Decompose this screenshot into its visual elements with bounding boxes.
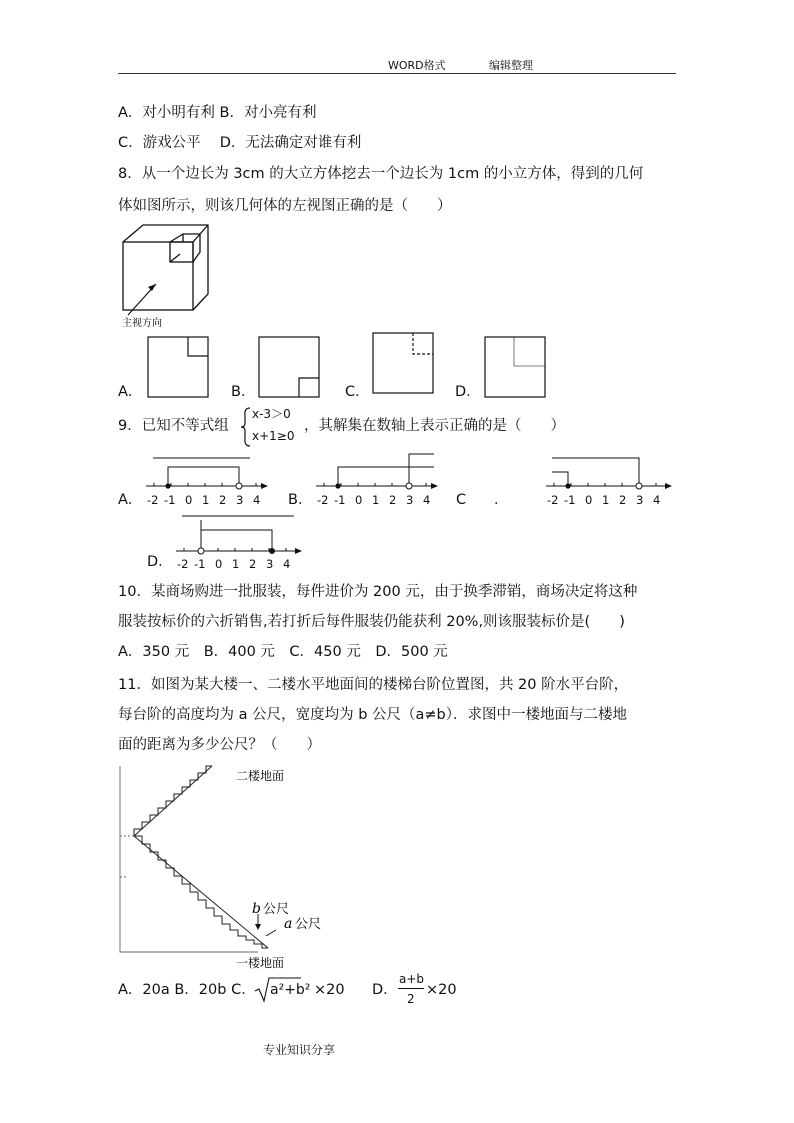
header-left: WORD格式 <box>388 59 446 72</box>
q8-option-d: D． <box>455 384 481 400</box>
tick-label: 4 <box>283 557 291 571</box>
q8-option-b: B． <box>231 384 256 400</box>
header-right: 编辑整理 <box>489 59 533 72</box>
tick-label: 2 <box>619 493 627 507</box>
q9-numberline-a <box>142 455 272 510</box>
q9-numberline-b <box>312 452 442 510</box>
tick-label: -2 <box>147 493 159 507</box>
q11-fraction-bar <box>398 988 424 989</box>
tick-label: 3 <box>406 493 414 507</box>
q11-options-ab: A．20a B．20b C． <box>118 982 256 998</box>
q9-option-d: D． <box>147 554 173 570</box>
q8-option-a-figure <box>147 336 211 400</box>
q9-option-c-dot: ． <box>494 492 509 508</box>
tick-label: 3 <box>236 493 244 507</box>
q9-inequality-2: x+1≥0 <box>252 429 295 443</box>
tick-label: 1 <box>232 557 240 571</box>
figure-frame <box>120 766 258 952</box>
q11-stem-line3: 面的距离为多少公尺？（ ） <box>118 737 321 753</box>
q11-sqrt-expression: a²+b² <box>270 982 311 998</box>
q11-option-d-times: ×20 <box>426 982 457 998</box>
q9-inequality-1: x-3＞0 <box>252 407 291 421</box>
label-second-floor: 二楼地面 <box>236 769 285 783</box>
q11-fraction-denominator: 2 <box>407 992 415 1006</box>
q11-stem-line2: 每台阶的高度均为 a 公尺，宽度均为 b 公尺（a≠b）．求图中一楼地面与二楼地 <box>118 707 628 723</box>
label-first-floor: 一楼地面 <box>236 956 285 970</box>
q10-stem-line2: 服装按标价的六折销售,若打折后每件服装仍能获利 20%,则该服装标价是( ) <box>118 614 625 630</box>
lower-stringer <box>134 836 268 948</box>
q7-options-line2: C．游戏公平 D．无法确定对谁有利 <box>118 135 362 151</box>
q9-numberline-c <box>542 455 677 510</box>
q9-option-c: C <box>456 492 467 508</box>
q11-option-c-times: ×20 <box>314 982 345 998</box>
tick-label: 0 <box>585 493 593 507</box>
label-b: b <box>252 901 261 917</box>
label-b-unit: 公尺 <box>263 902 290 917</box>
tick-label: -1 <box>564 493 576 507</box>
q9-brace <box>240 406 252 448</box>
q9-stem-suffix: ，其解集在数轴上表示正确的是（ ） <box>304 418 565 434</box>
tick-label: 0 <box>215 557 223 571</box>
q11-stem-line1: 11．如图为某大楼一、二楼水平地面间的楼梯台阶位置图，共 20 阶水平台阶， <box>118 677 629 693</box>
tick-label: 4 <box>653 493 661 507</box>
header-rule <box>118 73 676 74</box>
tick-label: -1 <box>164 493 176 507</box>
q8-option-a: A． <box>118 384 143 400</box>
tick-label: 3 <box>636 493 644 507</box>
q8-stem-line1: 8．从一个边长为 3cm 的大立方体挖去一个边长为 1cm 的小立方体，得到的几何 <box>118 166 644 182</box>
tick-label: -1 <box>334 493 346 507</box>
q8-figure-label: 主视方向 <box>122 318 162 329</box>
tick-label: 1 <box>202 493 210 507</box>
tick-label: 2 <box>219 493 227 507</box>
label-a: a <box>284 916 293 932</box>
q9-option-b: B． <box>288 492 313 508</box>
footer-text: 专业知识分享 <box>263 1043 336 1057</box>
tick-label: 4 <box>253 493 261 507</box>
tick-label: 0 <box>185 493 193 507</box>
q11-option-d: D． <box>372 982 398 998</box>
q8-option-c-figure <box>372 332 436 396</box>
tick-label: 0 <box>355 493 363 507</box>
tick-label: -1 <box>194 557 206 571</box>
q9-option-a: A． <box>118 492 143 508</box>
q8-option-c: C． <box>345 384 370 400</box>
b-arrow <box>255 924 261 930</box>
tick-label: -2 <box>547 493 559 507</box>
q8-cube-figure <box>118 222 218 330</box>
tick-label: 2 <box>249 557 257 571</box>
cube-front-face <box>123 242 193 310</box>
tick-label: 4 <box>423 493 431 507</box>
tick-label: 1 <box>372 493 380 507</box>
tick-label: 1 <box>602 493 610 507</box>
q9-stem-prefix: 9．已知不等式组 <box>118 418 229 434</box>
q10-options: A．350 元 B．400 元 C．450 元 D．500 元 <box>118 644 448 660</box>
q11-fraction-numerator: a+b <box>399 972 425 986</box>
q8-stem-line2: 体如图所示，则该几何体的左视图正确的是（ ） <box>118 198 452 214</box>
cube-depth-edges <box>123 225 208 310</box>
arrow-head <box>148 284 156 291</box>
q7-options-line1: A．对小明有利 B．对小亮有利 <box>118 105 317 121</box>
q11-staircase-figure <box>118 762 322 970</box>
label-a-unit: 公尺 <box>295 917 322 932</box>
q9-numberline-d <box>172 514 312 570</box>
tick-label: -2 <box>317 493 329 507</box>
q10-stem-line1: 10．某商场购进一批服装，每件进价为 200 元，由于换季滞销，商场决定将这种 <box>118 584 638 600</box>
notch-inner-diagonal <box>170 254 180 262</box>
q8-option-d-figure <box>484 336 548 400</box>
q8-option-b-figure <box>258 336 322 400</box>
tick-label: -2 <box>177 557 189 571</box>
tick-label: 2 <box>389 493 397 507</box>
tick-label: 3 <box>266 557 274 571</box>
